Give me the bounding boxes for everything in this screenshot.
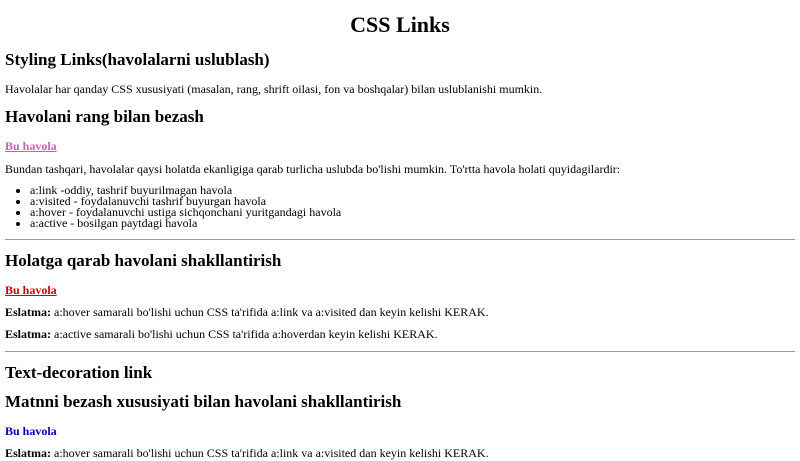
divider <box>5 351 795 352</box>
section-heading-state-styling: Holatga qarab havolani shakllantirish <box>5 251 282 270</box>
note-text: a:hover samarali bo'lishi uchun CSS ta'rifida a:link va a:visited dan keyin kelishi KERAK. <box>51 305 489 319</box>
note-label: Eslatma: <box>5 446 51 460</box>
note-paragraph <box>5 305 795 320</box>
note-paragraph <box>5 327 795 342</box>
list-item: • a:hover - foydalanuvchi ustiga sichqonchani yuritgandagi havola <box>30 207 795 218</box>
list-item: • a:visited - foydalanuvchi tashrif buyurgan havola <box>30 196 795 207</box>
example-link-colored[interactable]: Bu havola <box>5 139 57 153</box>
section-heading-link-color: Havolani rang bilan bezash <box>5 107 204 126</box>
link-states-list <box>5 185 795 229</box>
section-heading-styling-links: Styling Links(havolalarni uslublash) <box>5 50 270 69</box>
example-link-text-decoration[interactable]: Bu havola <box>5 424 57 438</box>
note-text: a:active samarali bo'lishi uchun CSS ta'rifida a:hoverdan keyin kelishi KERAK. <box>51 327 438 341</box>
note-paragraph <box>5 446 795 461</box>
note-text: a:hover samarali bo'lishi uchun CSS ta'rifida a:link va a:visited dan keyin kelishi KERAK. <box>51 446 489 460</box>
section-subheading-text-decoration: Matnni bezash xususiyati bilan havolani shakllantirish <box>5 392 402 411</box>
intro-paragraph: Havolalar har qanday CSS xususiyati (masalan, rang, shrift oilasi, fon va boshqalar) bilan uslublanishi mumkin. <box>5 82 543 96</box>
page-title: CSS Links <box>350 12 450 37</box>
link-states-paragraph: Bundan tashqari, havolalar qaysi holatda ekanligiga qarab turlicha uslubda bo'lishi mumkin. To'rtta havola holati quyidagilardir: <box>5 162 621 176</box>
divider <box>5 239 795 240</box>
list-item: • a:link -oddiy, tashrif buyurilmagan havola <box>30 185 795 196</box>
note-label: Eslatma: <box>5 327 51 341</box>
section-heading-text-decoration: Text-decoration link <box>5 363 153 382</box>
list-item: • a:active - bosilgan paytdagi havola <box>30 218 795 229</box>
note-label: Eslatma: <box>5 305 51 319</box>
example-link-state[interactable]: Bu havola <box>5 283 57 297</box>
